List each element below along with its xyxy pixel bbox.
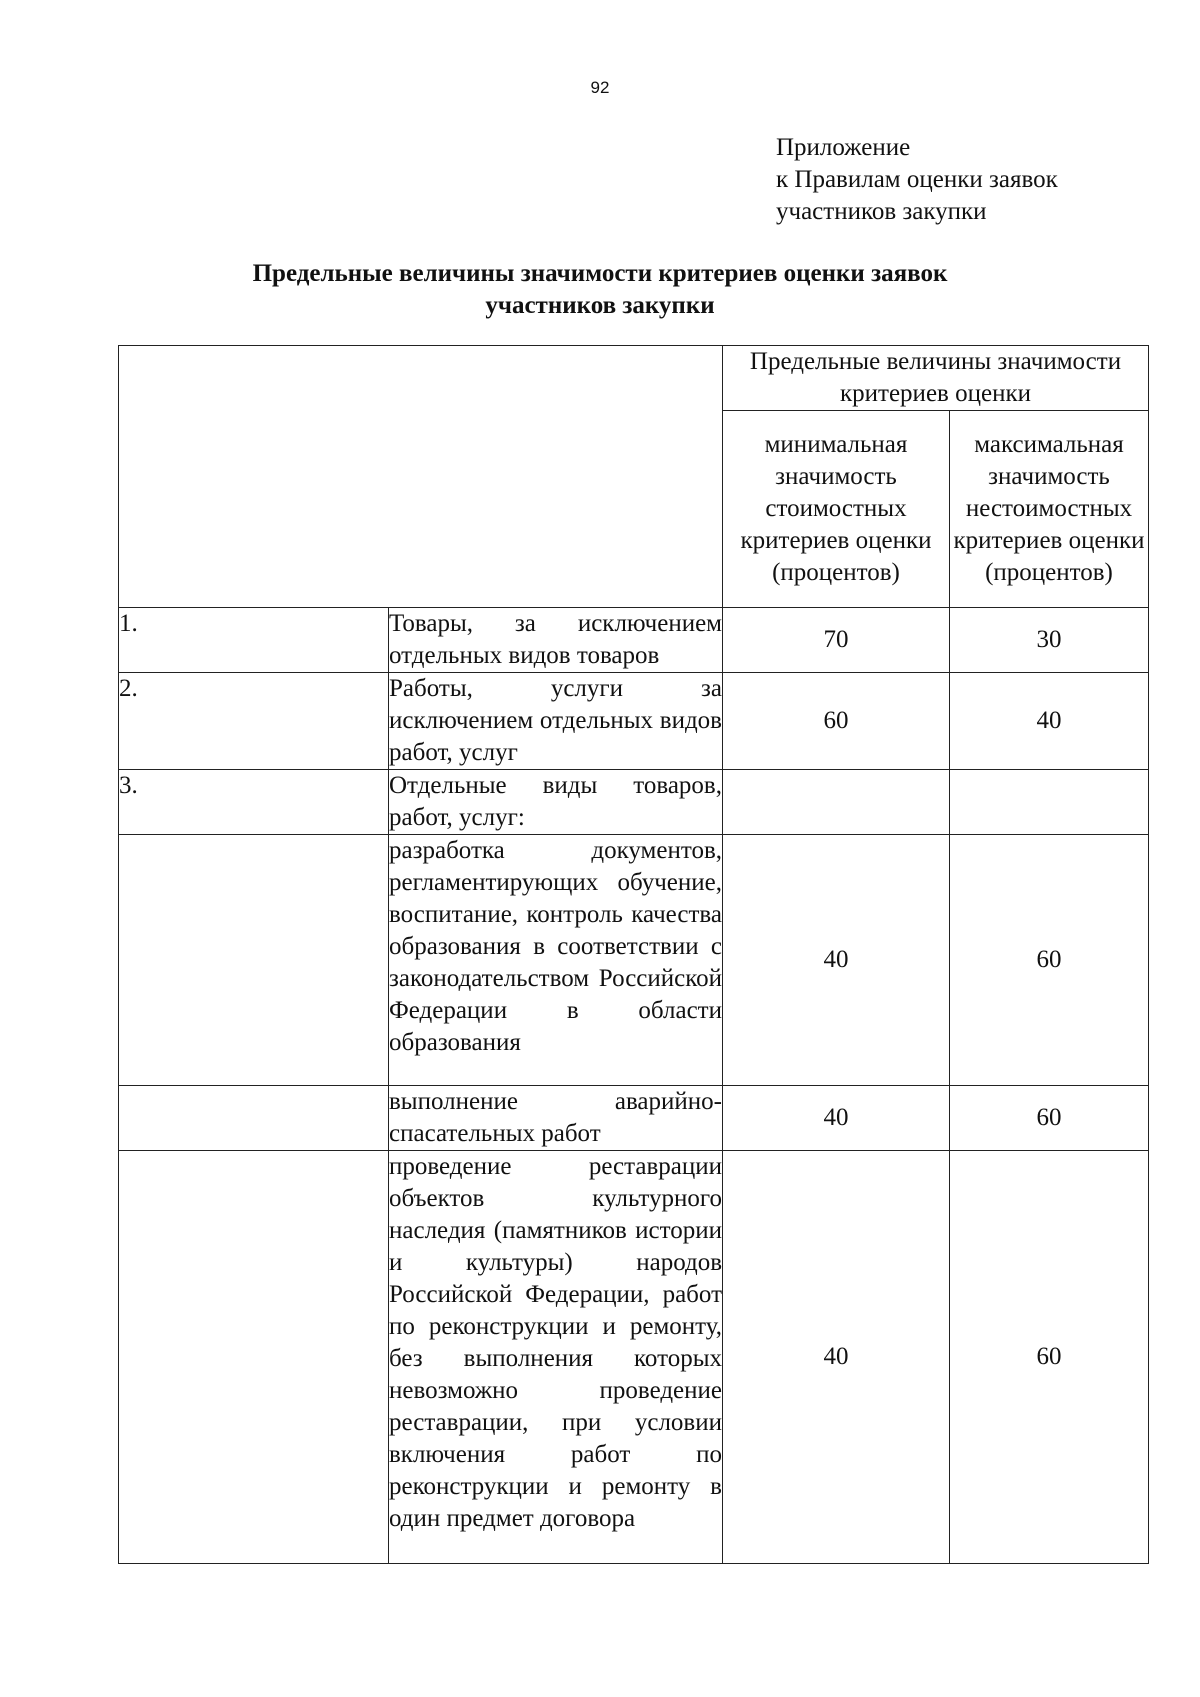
row-description: проведение реставрации объектов культурного наследия (памятников истории и культуры) народов Российской Федерации, работ по реконструкции и ремонту, без выполнения которых невозможно проведение реставрации, при условии включения работ по реконструкции и ремонту в один предмет договора [389, 1151, 723, 1564]
appendix-note [776, 132, 1058, 228]
header-group-cell: Предельные величины значимости критериев оценки [723, 346, 1149, 411]
row-min-value: 40 [723, 1151, 950, 1564]
header-min-significance: минимальная значимость стоимостных критериев оценки (процентов) [723, 411, 950, 608]
table-header-row [119, 346, 1149, 411]
row-number [119, 1151, 389, 1564]
row-description: Отдельные виды товаров, работ, услуг: [389, 770, 723, 835]
table-row [119, 770, 1149, 835]
appendix-line-3: участников закупки [776, 198, 987, 225]
page-number: 92 [590, 78, 610, 97]
row-number: 2. [119, 673, 389, 770]
row-number: 1. [119, 608, 389, 673]
appendix-line-1: Приложение [776, 134, 911, 161]
row-min-value [723, 770, 950, 835]
document-title-line-1: Предельные величины значимости критериев оценки заявок [252, 260, 948, 287]
header-empty-cell [119, 346, 723, 608]
row-number: 3. [119, 770, 389, 835]
row-min-value: 40 [723, 1086, 950, 1151]
row-description: Товары, за исключением отдельных видов товаров [389, 608, 723, 673]
row-min-value: 60 [723, 673, 950, 770]
row-number [119, 835, 389, 1086]
table-row [119, 608, 1149, 673]
row-max-value: 40 [950, 673, 1149, 770]
row-max-value: 30 [950, 608, 1149, 673]
row-description: выполнение аварийно-спасательных работ [389, 1086, 723, 1151]
row-description: разработка документов, регламентирующих обучение, воспитание, контроль качества образования в соответствии с законодательством Российской Федерации в области образования [389, 835, 723, 1086]
document-title-line-2: участников закупки [485, 292, 715, 319]
row-max-value: 60 [950, 835, 1149, 1086]
table-row [119, 835, 1149, 1086]
criteria-table [118, 345, 1149, 1564]
row-number [119, 1086, 389, 1151]
appendix-line-2: к Правилам оценки заявок [776, 166, 1058, 193]
row-max-value: 60 [950, 1151, 1149, 1564]
header-max-significance: максимальная значимость нестоимостных критериев оценки (процентов) [950, 411, 1149, 608]
table-row [119, 1086, 1149, 1151]
row-min-value: 70 [723, 608, 950, 673]
row-min-value: 40 [723, 835, 950, 1086]
table-row [119, 673, 1149, 770]
document-title [170, 258, 1030, 322]
table-row [119, 1151, 1149, 1564]
row-max-value: 60 [950, 1086, 1149, 1151]
row-description: Работы, услуги за исключением отдельных видов работ, услуг [389, 673, 723, 770]
row-max-value [950, 770, 1149, 835]
